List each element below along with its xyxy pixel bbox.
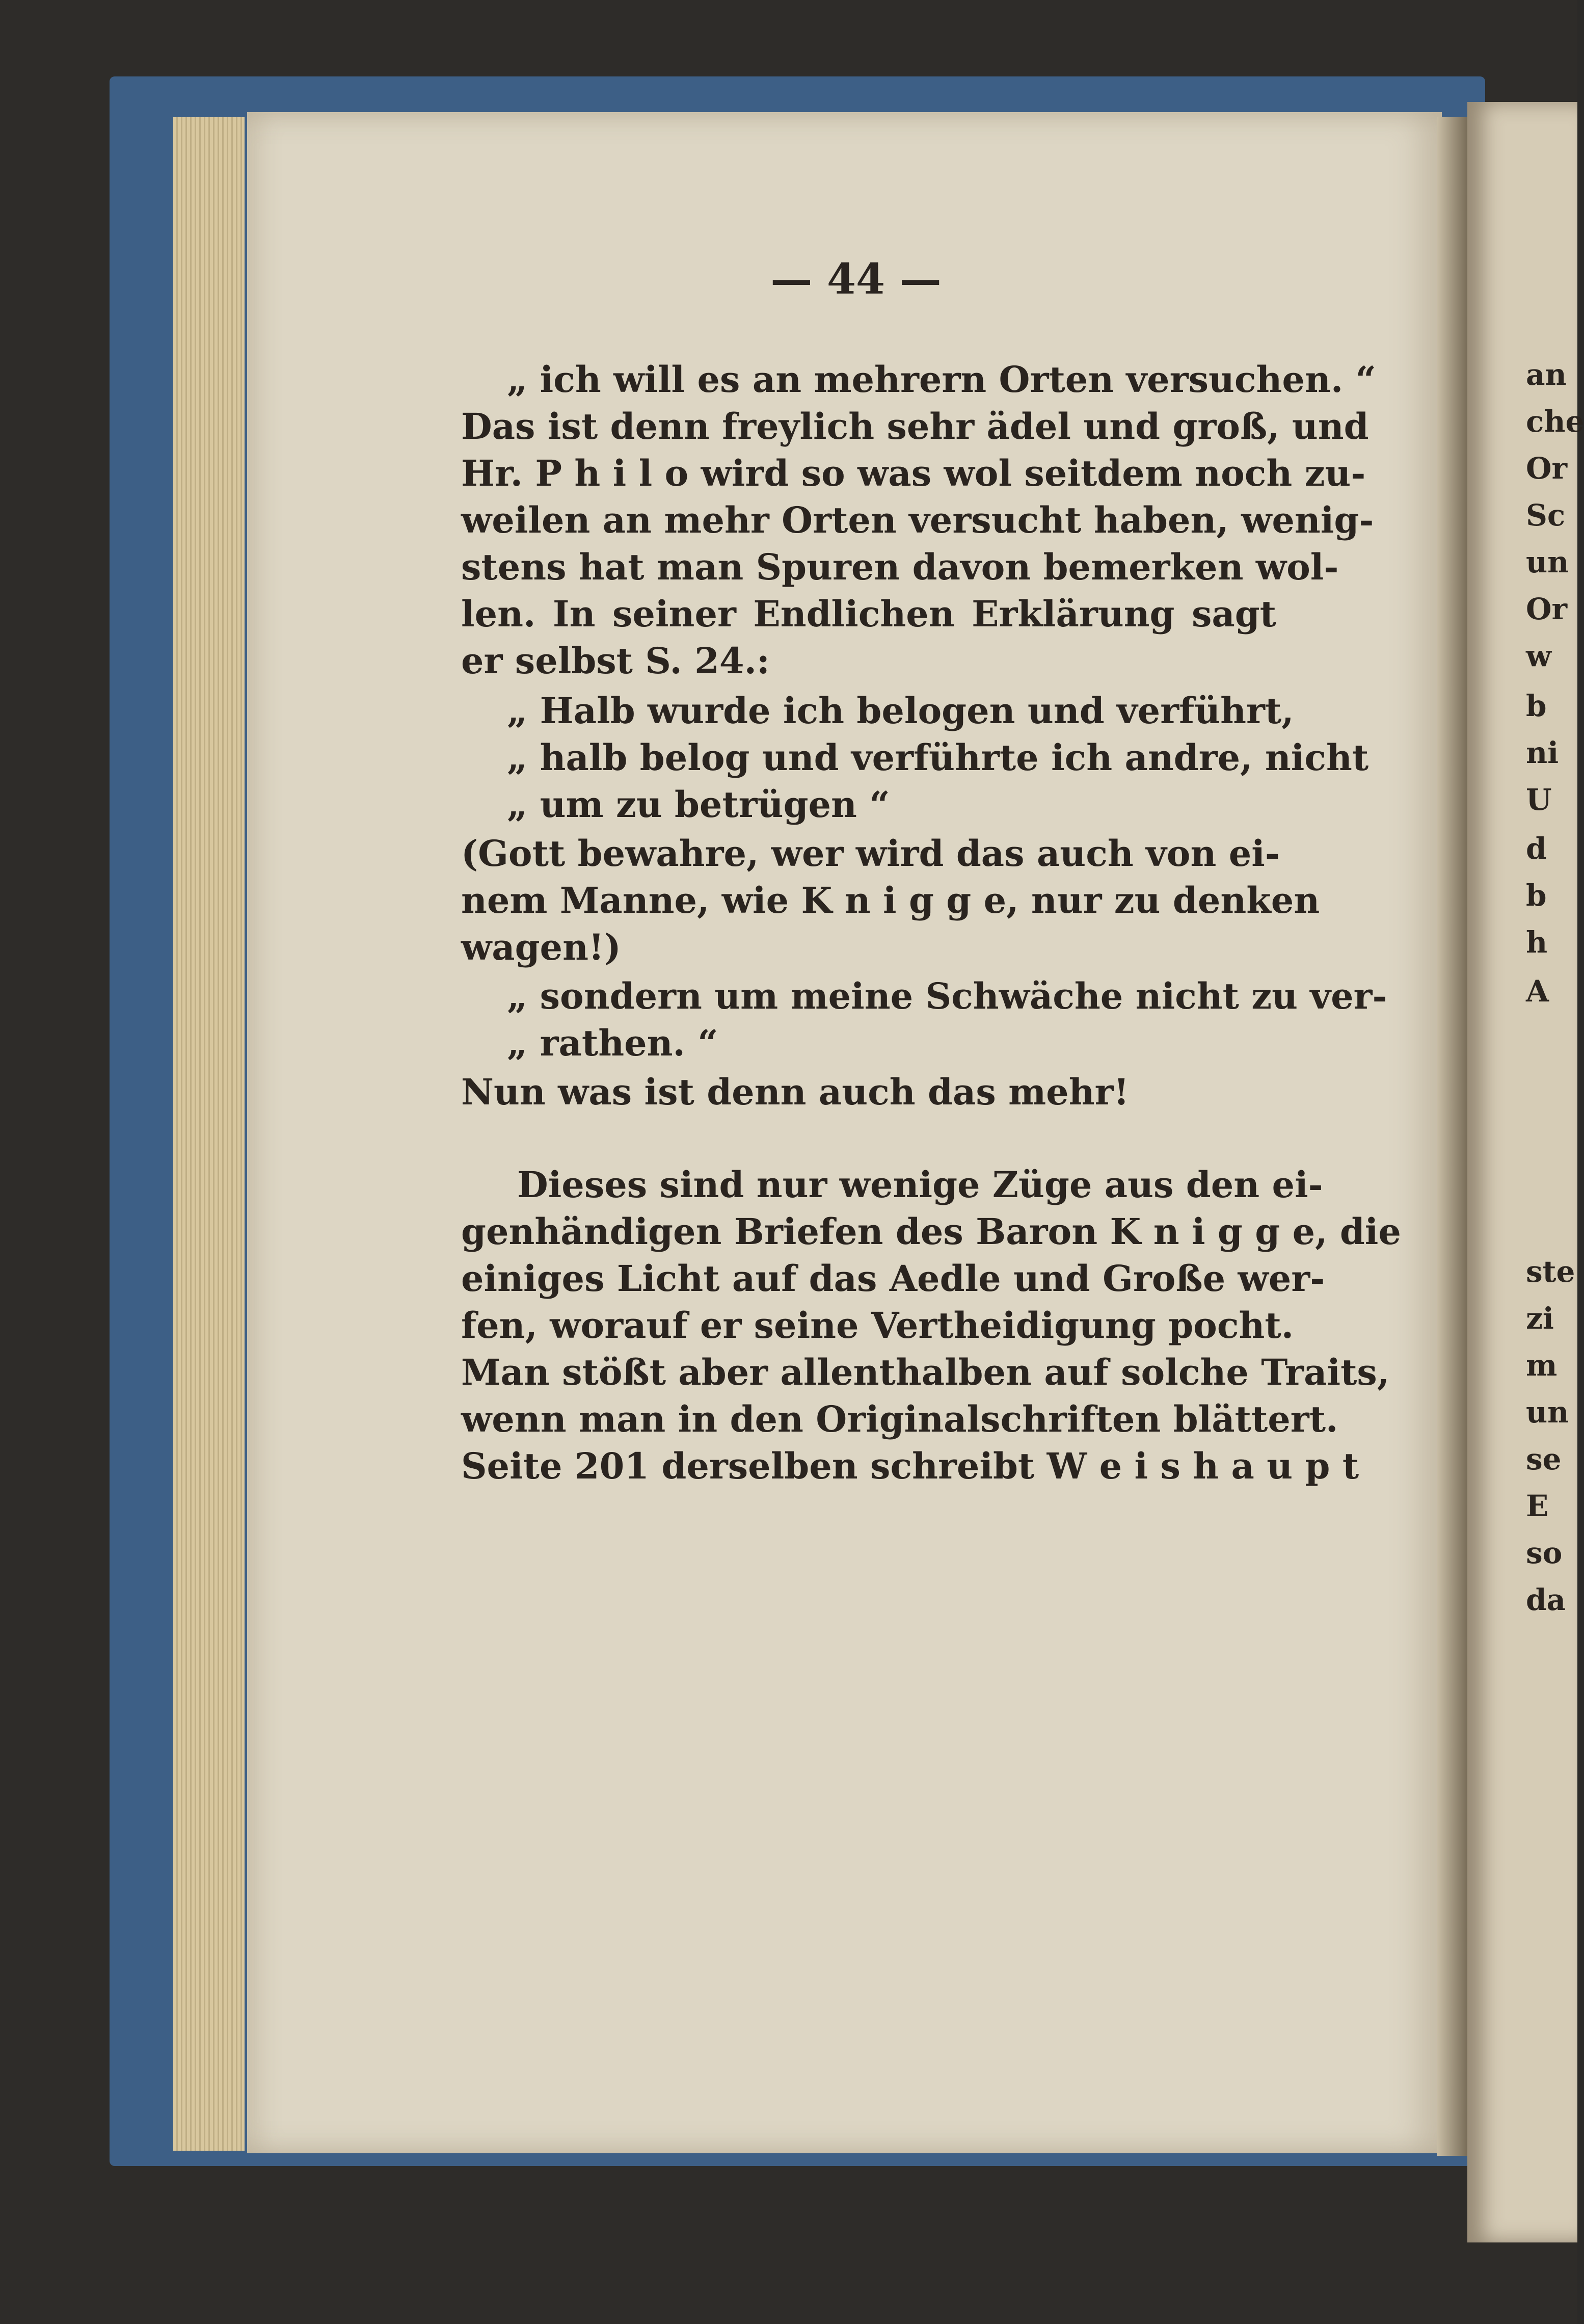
text-line: Nun was ist denn auch das mehr! [461,1071,1130,1113]
text-line: Das ist denn freylich sehr ädel und groß, und [461,405,1369,447]
text-line: nem Manne, wie K n i g g e, nur zu denken [461,879,1320,921]
quote-line: „ halb belog und verführte ich andre, nicht [507,736,1369,779]
fragment: da [1526,1582,1566,1617]
text-line: einiges Licht auf das Aedle und Große wer- [461,1257,1325,1300]
fragment: an [1526,357,1567,392]
fragment: che [1526,404,1584,439]
text-line: stens hat man Spuren davon bemerken wol- [461,546,1339,588]
text-line: len. In seiner Endlichen Erklärung sagt [461,593,1276,635]
fragment: A [1526,974,1549,1009]
page-number: — 44 — [770,255,942,304]
text-line: er selbst S. 24.: [461,640,770,682]
quote-line: „ um zu betrügen “ [507,783,890,826]
text-line: „ ich will es an mehrern Orten versuchen. “ [507,358,1376,401]
text-line: wenn man in den Originalschriften blättert. [461,1398,1338,1440]
quote-line: „ Halb wurde ich belogen und verführt, [507,690,1294,732]
text-line: Man stößt aber allenthalben auf solche Traits, [461,1351,1390,1393]
fragment: ni [1526,735,1559,770]
fragment: un [1526,1395,1569,1430]
text-line: (Gott bewahre, wer wird das auch von ei- [461,832,1280,875]
text-line: genhändigen Briefen des Baron K n i g g e, die [461,1210,1401,1253]
quote-line: „ sondern um meine Schwäche nicht zu ver- [507,975,1387,1017]
text-line: Dieses sind nur wenige Züge aus den ei- [517,1164,1323,1206]
fragment: se [1526,1442,1562,1476]
fragment: b [1526,878,1547,913]
page-edges [173,117,245,2151]
fragment: b [1526,689,1547,723]
fragment: Or [1526,451,1568,486]
text-line: Seite 201 derselben schreibt W e i s h a u p t [461,1445,1359,1487]
fragment: Or [1526,592,1568,626]
fragment: U [1526,782,1552,817]
fragment: ste [1526,1254,1575,1289]
text-line: wagen!) [461,926,621,968]
fragment: un [1526,545,1569,579]
quote-line: „ rathen. “ [507,1022,718,1064]
fragment: w [1526,639,1551,673]
fragment: d [1526,831,1547,866]
fragment: Sc [1526,498,1566,533]
fragment: zi [1526,1301,1554,1336]
text-line: weilen an mehr Orten versucht haben, wenig- [461,499,1374,541]
fragment: so [1526,1536,1563,1570]
text-line: fen, worauf er seine Vertheidigung pocht. [461,1304,1294,1346]
fragment: m [1526,1348,1558,1383]
fragment: h [1526,925,1548,960]
text-line: Hr. P h i l o wird so was wol seitdem noch zu- [461,452,1366,494]
fragment: E [1526,1489,1549,1523]
